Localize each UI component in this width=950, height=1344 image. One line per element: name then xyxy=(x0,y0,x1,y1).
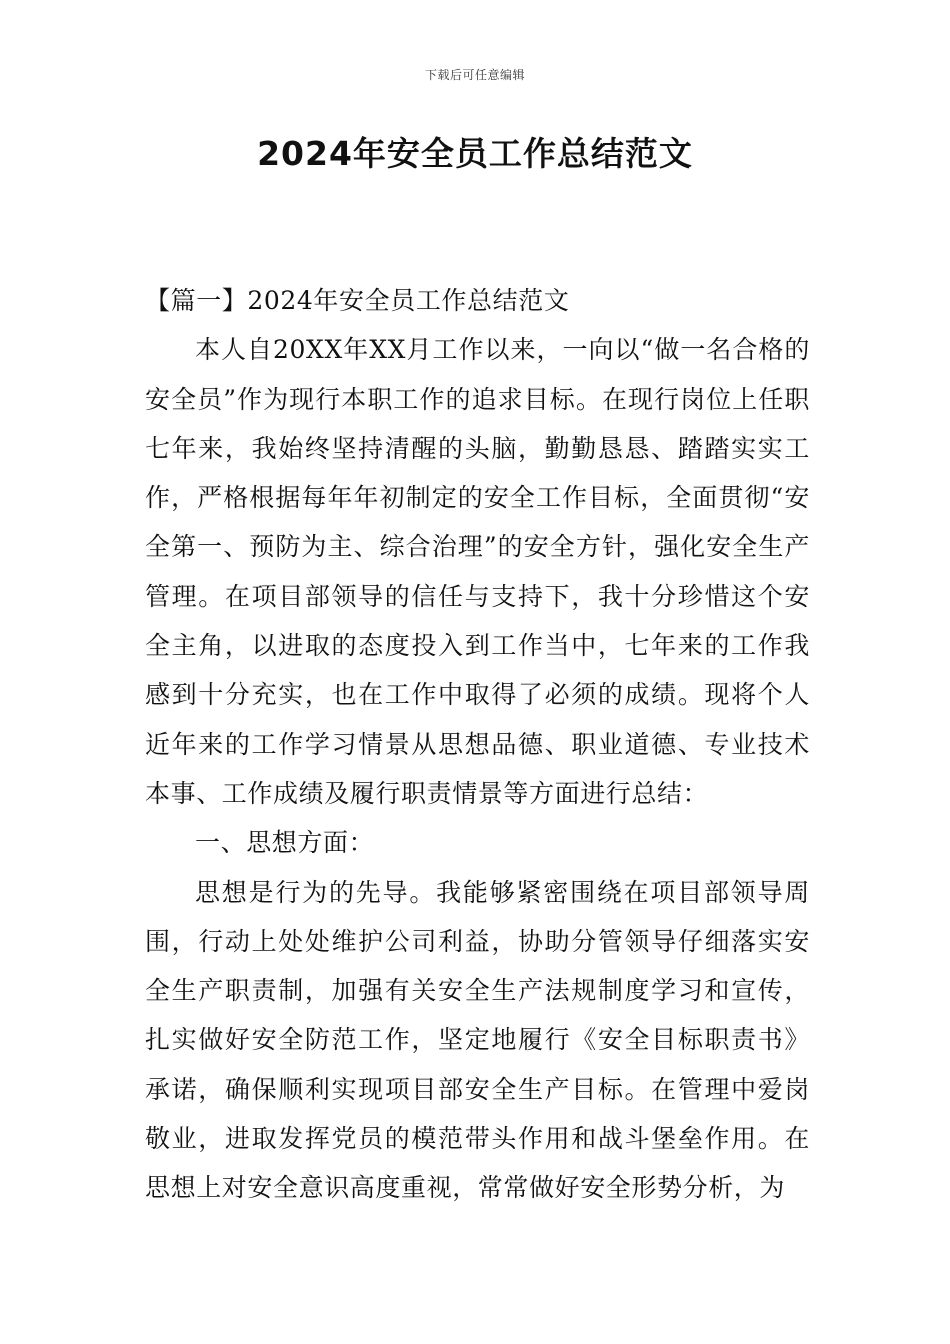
document-body xyxy=(145,276,810,1213)
header-note: 下载后可任意编辑 xyxy=(424,68,525,82)
subheading-thought: 一、思想方面： xyxy=(195,828,375,858)
paragraph-thought: 思想是行为的先导。我能够紧密围绕在项目部领导周围，行动上处处维护公司利益，协助分管领导仔细落实安全生产职责制，加强有关安全生产法规制度学习和宣传，扎实做好安全防范工作，坚定地履行《安全目标职责书》承诺，确保顺利实现项目部安全生产目标。在管理中爱岗敬业，进取发挥党员的模范带头作用和战斗堡垒作用。在思想上对安全意识高度重视，常常做好安全形势分析，为 xyxy=(145,877,810,1203)
paragraph-intro: 本人自20XX年XX月工作以来，一向以“做一名合格的安全员”作为现行本职工作的追求目标。在现行岗位上任职七年来，我始终坚持清醒的头脑，勤勤恳恳、踏踏实实工作，严格根据每年年初制定的安全工作目标，全面贯彻“安全第一、预防为主、综合治理”的安全方针，强化安全生产管理。在项目部领导的信任与支持下，我十分珍惜这个安全主角，以进取的态度投入到工作当中，七年来的工作我感到十分充实，也在工作中取得了必须的成绩。现将个人近年来的工作学习情景从思想品德、职业道德、专业技术本事、工作成绩及履行职责情景等方面进行总结： xyxy=(145,335,810,808)
document-title: 2024年安全员工作总结范文 xyxy=(257,134,693,173)
section-heading: 【篇一】2024年安全员工作总结范文 xyxy=(145,286,570,315)
